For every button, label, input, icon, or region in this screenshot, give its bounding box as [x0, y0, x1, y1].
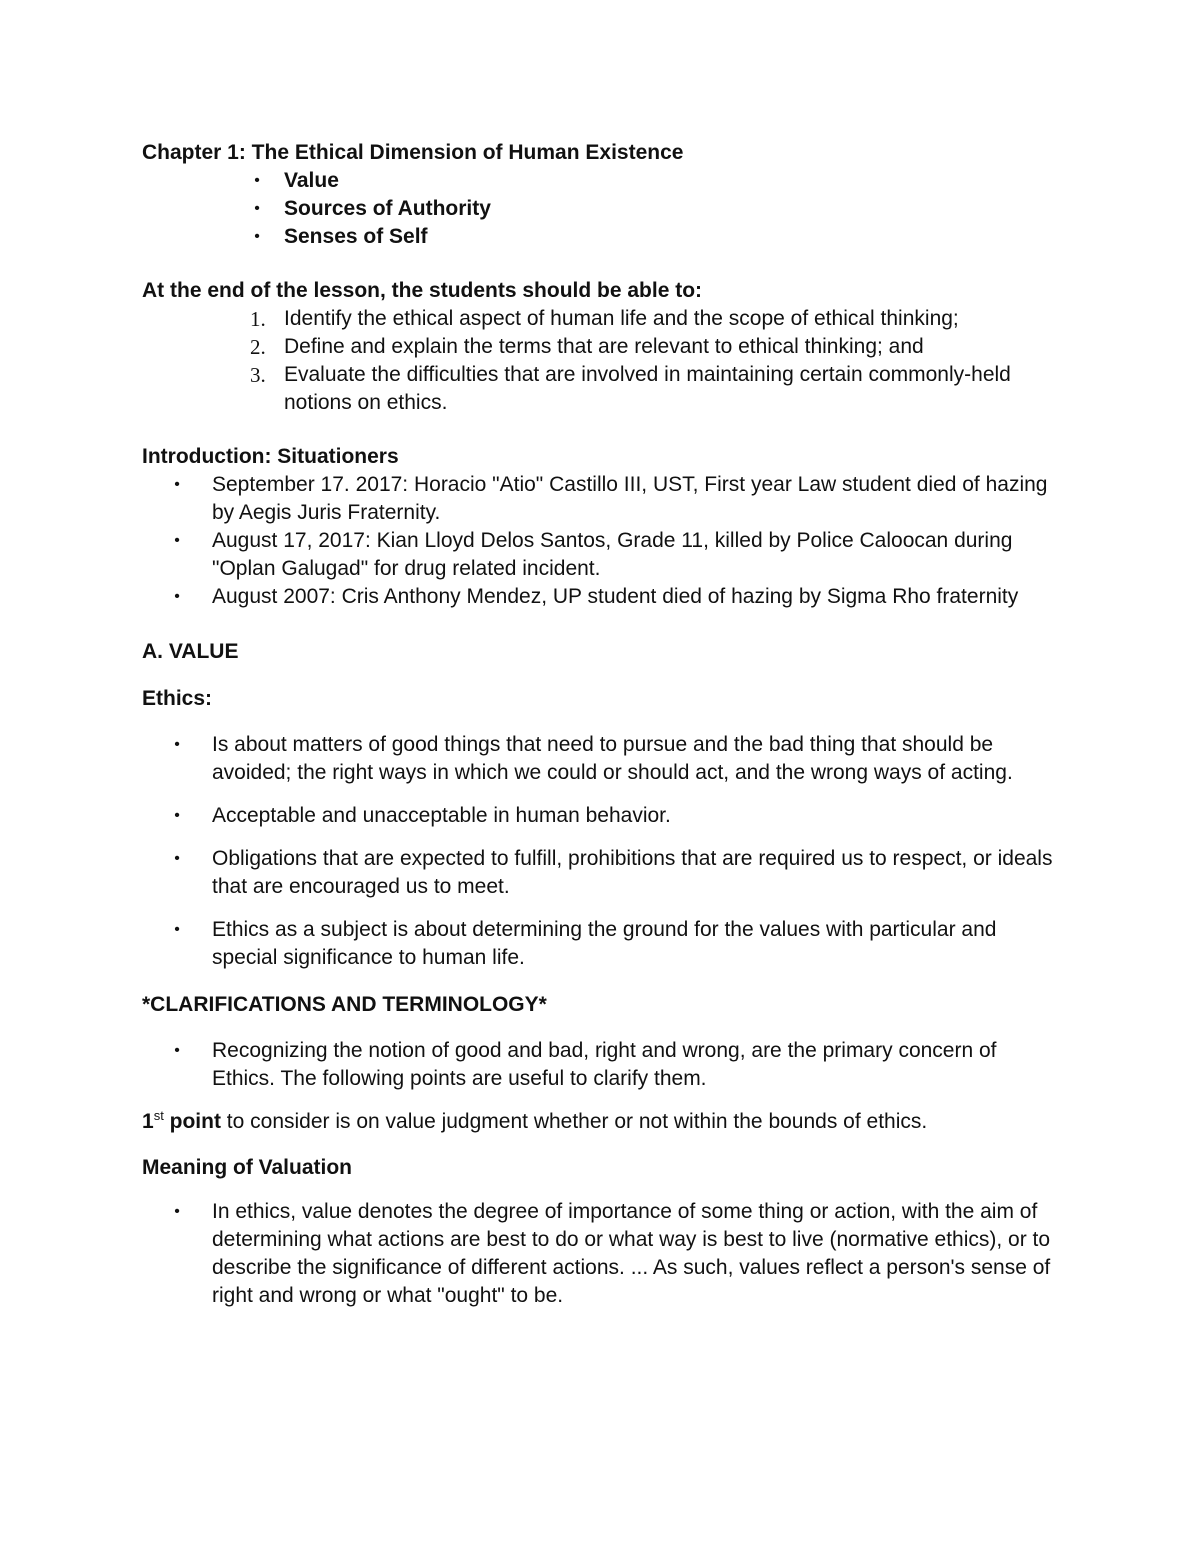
bullet-icon: • [174, 588, 180, 605]
chapter-title: Chapter 1: The Ethical Dimension of Human Existence [142, 141, 684, 164]
clarifications-list [142, 1037, 1062, 1093]
clarifications-heading: *CLARIFICATIONS AND TERMINOLOGY* [142, 993, 547, 1016]
bullet-icon: • [174, 921, 180, 938]
list-item: 2. Define and explain the terms that are relevant to ethical thinking; and [250, 335, 924, 359]
list-item: 1. Identify the ethical aspect of human life and the scope of ethical thinking; [250, 307, 959, 331]
list-item: • Sources of Authority [142, 195, 1062, 223]
situationers-list [142, 471, 1062, 611]
list-item: • September 17. 2017: Horacio "Atio" Castillo III, UST, First year Law student died of hazing by Aegis Juris Fraternity. [142, 471, 1062, 527]
valuation-list [142, 1198, 1062, 1310]
list-item: • Senses of Self [142, 223, 1062, 251]
document-page [142, 139, 1062, 1310]
list-item: • August 2007: Cris Anthony Mendez, UP student died of hazing by Sigma Rho fraternity [142, 583, 1062, 611]
list-item: • Is about matters of good things that need to pursue and the bad thing that should be avoided; the right ways in which we could or should act, and the wrong ways of acting. [142, 731, 1062, 787]
bullet-icon: • [174, 807, 180, 824]
ethics-list [142, 731, 1062, 972]
bullet-icon: • [174, 476, 180, 493]
chapter-topics-list [142, 167, 1062, 251]
ethics-heading: Ethics: [142, 687, 213, 710]
list-item: • In ethics, value denotes the degree of importance of some thing or action, with the aim of determining what actions are best to do or what way is best to live (normative ethics), or to describe the significance of different actions. ... As such, values reflect a person's sense of right and wrong or what "ought" to be. [142, 1198, 1062, 1310]
value-section-heading: A. VALUE [142, 640, 239, 663]
list-item: • Acceptable and unacceptable in human behavior. [142, 802, 1062, 830]
list-item: • Recognizing the notion of good and bad, right and wrong, are the primary concern of Ethics. The following points are useful to clarify them. [142, 1037, 1062, 1093]
objectives-heading: At the end of the lesson, the students should be able to: [142, 279, 703, 302]
bullet-icon: • [174, 532, 180, 549]
objectives-list [142, 305, 1062, 417]
list-item: 3. Evaluate the difficulties that are involved in maintaining certain commonly-held notions on ethics. [250, 363, 1011, 414]
list-item: • Value [142, 167, 1062, 195]
bullet-icon: • [254, 172, 260, 189]
list-item: • August 17, 2017: Kian Lloyd Delos Santos, Grade 11, killed by Police Caloocan during "Oplan Galugad" for drug related incident. [142, 527, 1062, 583]
bullet-icon: • [254, 228, 260, 245]
introduction-heading: Introduction: Situationers [142, 445, 399, 468]
valuation-heading: Meaning of Valuation [142, 1156, 353, 1179]
list-item: • Ethics as a subject is about determining the ground for the values with particular and special significance to human life. [142, 916, 1062, 972]
bullet-icon: • [254, 200, 260, 217]
bullet-icon: • [174, 1042, 180, 1059]
list-item: • Obligations that are expected to fulfill, prohibitions that are required us to respect, or ideals that are encouraged us to meet. [142, 845, 1062, 901]
first-point-paragraph: 1st point to consider is on value judgment whether or not within the bounds of ethics. [142, 1108, 928, 1133]
bullet-icon: • [174, 1203, 180, 1220]
bullet-icon: • [174, 850, 180, 867]
bullet-icon: • [174, 736, 180, 753]
